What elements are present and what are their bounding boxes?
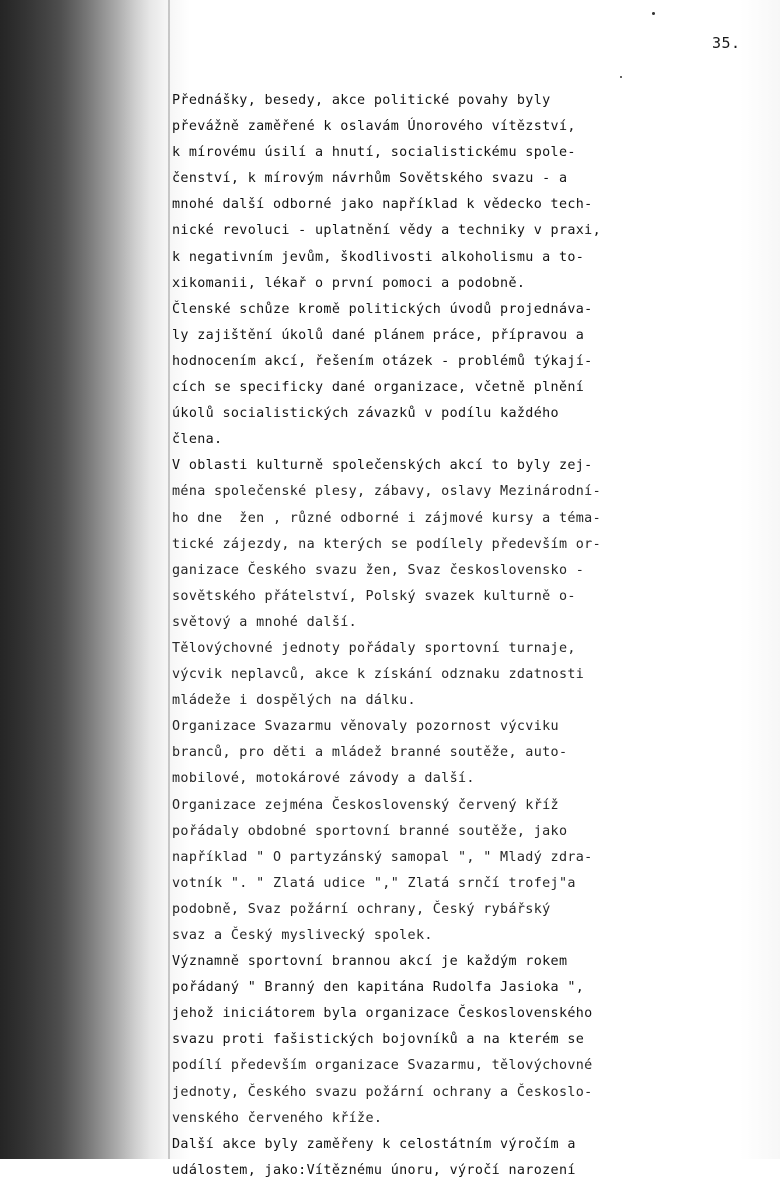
text-line: venského červeného kříže. <box>172 1110 383 1126</box>
text-line: sovětského přátelství, Polský svazek kulturně o- <box>172 588 576 604</box>
text-line: ména společenské plesy, zábavy, oslavy Mezinárodní- <box>172 484 602 500</box>
text-line: jehož iniciátorem byla organizace Československého <box>172 1006 593 1022</box>
text-line: votník ". " Zlatá udice "," Zlatá srnčí trofej"a <box>172 875 576 891</box>
text-line: jednoty, Českého svazu požární ochrany a Českoslo- <box>172 1084 593 1100</box>
text-line: cích se specificky dané organizace, včetně plnění <box>172 380 585 396</box>
text-line: nické revoluci - uplatnění vědy a techniky v praxi, <box>172 223 602 239</box>
text-line: ganizace Českého svazu žen, Svaz československo - <box>172 562 585 578</box>
text-line: pořádaný " Branný den kapitána Rudolfa Jasioka ", <box>172 980 585 996</box>
text-line: Tělovýchovné jednoty pořádaly sportovní turnaje, <box>172 640 576 656</box>
text-line: k mírovému úsilí a hnutí, socialistickému spole- <box>172 145 576 161</box>
text-line: podílí především organizace Svazarmu, tělovýchovné <box>172 1058 593 1074</box>
text-line: čenství, k mírovým návrhům Sovětského svazu - a <box>172 171 568 187</box>
text-line: branců, pro děti a mládež branné soutěže, auto- <box>172 745 568 761</box>
text-line: xikomanii, lékař o první pomoci a podobně. <box>172 275 526 291</box>
text-line: pořádaly obdobné sportovní branné soutěže, jako <box>172 823 568 839</box>
text-line: úkolů socialistických závazků v podílu každého <box>172 406 559 422</box>
scan-speck <box>652 12 655 15</box>
scan-speck <box>620 76 622 78</box>
text-line: Další akce byly zaměřeny k celostátním výročím a <box>172 1136 576 1152</box>
text-line: podobně, Svaz požární ochrany, Český rybářský <box>172 901 551 917</box>
binding-shadow <box>0 0 150 1159</box>
text-line: mládeže i dospělých na dálku. <box>172 693 416 709</box>
text-line: svazu proti fašistických bojovníků a na kterém se <box>172 1032 585 1048</box>
text-line: Přednášky, besedy, akce politické povahy byly <box>172 93 551 108</box>
text-line: Významně sportovní brannou akcí je každým rokem <box>172 954 568 970</box>
text-line: svaz a Český myslivecký spolek. <box>172 928 433 943</box>
text-line: hodnocením akcí, řešením otázek - problémů týkají- <box>172 353 593 369</box>
binding-mark <box>168 0 170 1159</box>
text-line: převážně zaměřené k oslavám Únorového vítězství, <box>172 119 576 135</box>
text-line: ly zajištění úkolů dané plánem práce, přípravou a <box>172 327 585 343</box>
text-line: mnohé další odborné jako například k vědecko tech- <box>172 197 593 213</box>
text-line: V oblasti kulturně společenských akcí to byly zej- <box>172 458 593 474</box>
text-line: světový a mnohé další. <box>172 614 358 630</box>
text-line: výcvik neplavců, akce k získání odznaku zdatnosti <box>172 667 585 683</box>
text-line: tické zájezdy, na kterých se podílely především or- <box>172 536 602 552</box>
text-line: Organizace Svazarmu věnovaly pozornost výcviku <box>172 719 559 735</box>
typed-text-body <box>172 88 732 1184</box>
text-line: k negativním jevům, škodlivosti alkoholismu a to- <box>172 249 585 265</box>
text-line: Členské schůze kromě politických úvodů projednáva- <box>172 301 593 317</box>
text-line: Organizace zejména Československý červený kříž <box>172 797 559 813</box>
page-number: 35. <box>712 34 741 52</box>
text-line: mobilové, motokárové závody a další. <box>172 771 475 787</box>
text-line: ho dne žen , různé odborné i zájmové kursy a téma- <box>172 510 602 526</box>
text-line: událostem, jako:Vítěznému únoru, výročí narození <box>172 1162 576 1178</box>
text-line: člena. <box>172 432 223 448</box>
text-line: například " O partyzánský samopal ", " Mladý zdra- <box>172 849 593 865</box>
